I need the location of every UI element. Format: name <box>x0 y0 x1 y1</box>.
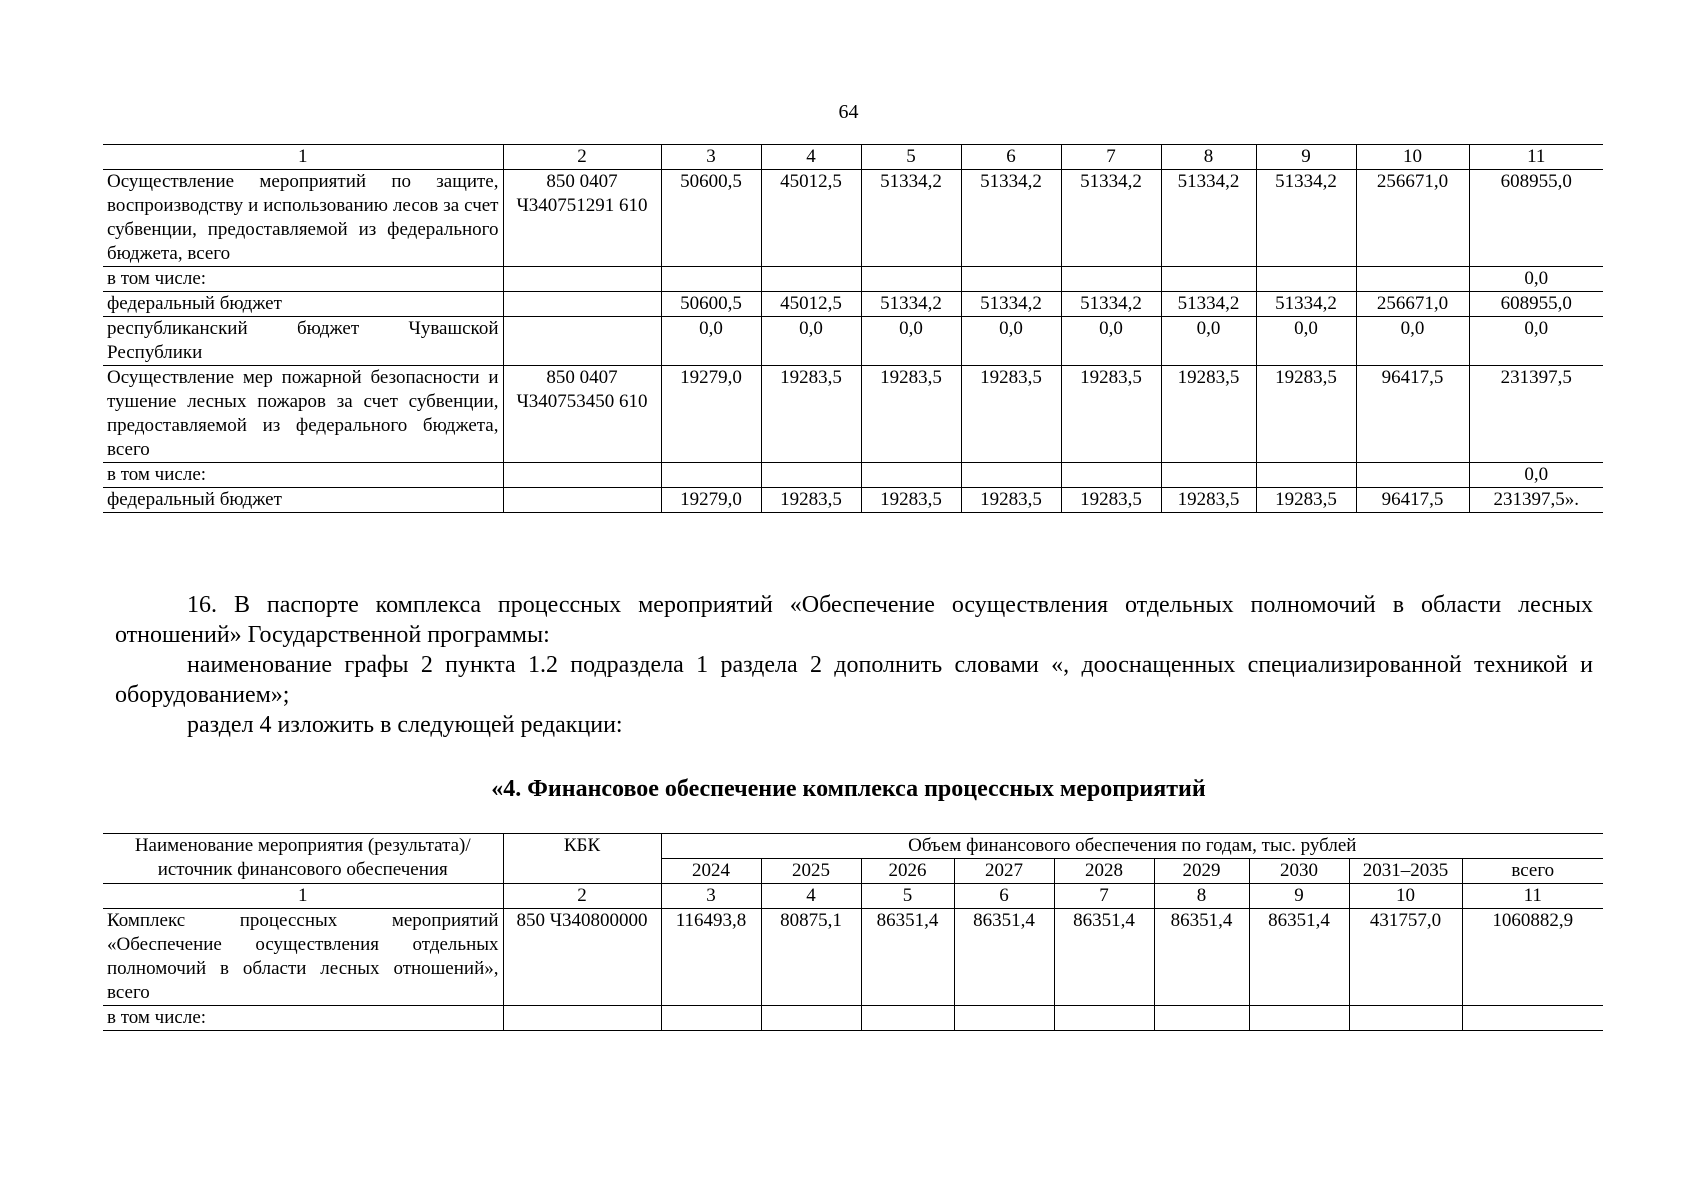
row-value: 51334,2 <box>1061 292 1161 317</box>
row-value <box>661 1006 761 1031</box>
year-header: всего <box>1462 859 1603 884</box>
row-value <box>761 1006 861 1031</box>
row-value: 19283,5 <box>1256 366 1356 463</box>
row-value: 50600,5 <box>661 170 761 267</box>
column-number: 3 <box>661 884 761 909</box>
row-value: 19283,5 <box>961 488 1061 513</box>
row-value: 51334,2 <box>1256 292 1356 317</box>
row-value: 256671,0 <box>1356 170 1469 267</box>
financing-table <box>103 833 1603 1031</box>
column-number: 4 <box>761 884 861 909</box>
row-name: в том числе: <box>103 1006 503 1031</box>
row-value: 608955,0 <box>1469 170 1603 267</box>
row-value: 96417,5 <box>1356 488 1469 513</box>
column-number: 5 <box>861 145 961 170</box>
row-value: 86351,4 <box>1154 909 1249 1006</box>
page-number: 64 <box>838 101 859 123</box>
row-value: 51334,2 <box>1161 292 1256 317</box>
row-value: 51334,2 <box>1256 170 1356 267</box>
column-number: 6 <box>954 884 1054 909</box>
row-value: 19283,5 <box>861 488 961 513</box>
column-number: 7 <box>1061 145 1161 170</box>
row-value: 0,0 <box>1469 267 1603 292</box>
column-number: 8 <box>1154 884 1249 909</box>
row-value: 80875,1 <box>761 909 861 1006</box>
row-kbk <box>503 1006 661 1031</box>
column-number: 4 <box>761 145 861 170</box>
column-numbers-row <box>103 884 1603 909</box>
row-value <box>861 267 961 292</box>
column-number: 6 <box>961 145 1061 170</box>
row-value <box>1061 463 1161 488</box>
row-value: 86351,4 <box>861 909 954 1006</box>
row-kbk <box>503 317 661 366</box>
row-value: 0,0 <box>961 317 1061 366</box>
column-number: 10 <box>1349 884 1462 909</box>
table-row <box>103 366 1603 463</box>
col-header-kbk: КБК <box>503 834 661 884</box>
row-value <box>954 1006 1054 1031</box>
column-number: 9 <box>1249 884 1349 909</box>
column-number: 2 <box>503 884 661 909</box>
row-value: 96417,5 <box>1356 366 1469 463</box>
table-row <box>103 267 1603 292</box>
row-value <box>961 463 1061 488</box>
row-name: Комплекс процессных мероприятий «Обеспечение осуществления отдельных полномочий в области лесных отношений», всего <box>103 909 503 1006</box>
row-value: 50600,5 <box>661 292 761 317</box>
row-name: в том числе: <box>103 267 503 292</box>
row-value <box>1349 1006 1462 1031</box>
row-value <box>1061 267 1161 292</box>
row-value: 86351,4 <box>1054 909 1154 1006</box>
row-value <box>1256 463 1356 488</box>
column-number: 5 <box>861 884 954 909</box>
column-number: 7 <box>1054 884 1154 909</box>
year-header: 2030 <box>1249 859 1349 884</box>
row-value: 51334,2 <box>861 292 961 317</box>
row-value: 256671,0 <box>1356 292 1469 317</box>
row-value: 19283,5 <box>1256 488 1356 513</box>
row-value: 51334,2 <box>861 170 961 267</box>
row-name: федеральный бюджет <box>103 292 503 317</box>
row-value: 51334,2 <box>961 292 1061 317</box>
column-number: 1 <box>103 884 503 909</box>
row-value: 0,0 <box>761 317 861 366</box>
row-kbk: 850 0407 Ч340753450 610 <box>503 366 661 463</box>
row-value: 45012,5 <box>761 170 861 267</box>
table-row <box>103 317 1603 366</box>
row-value: 0,0 <box>1469 317 1603 366</box>
col-header-volume: Объем финансового обеспечения по годам, тыс. рублей <box>661 834 1603 859</box>
row-name: Осуществление мер пожарной безопасности и тушение лесных пожаров за счет субвенции, предоставляемой из федерального бюджета, всего <box>103 366 503 463</box>
row-value <box>661 267 761 292</box>
row-name: федеральный бюджет <box>103 488 503 513</box>
paragraph-graph-2: наименование графы 2 пункта 1.2 подраздела 1 раздела 2 дополнить словами «, дооснащенных специализированной техникой и оборудованием»; <box>115 652 1593 708</box>
column-number: 11 <box>1469 145 1603 170</box>
row-value <box>1054 1006 1154 1031</box>
row-value: 19283,5 <box>1061 488 1161 513</box>
year-header: 2027 <box>954 859 1054 884</box>
row-kbk <box>503 463 661 488</box>
row-value: 0,0 <box>1256 317 1356 366</box>
table-row <box>103 1006 1603 1031</box>
table-row <box>103 292 1603 317</box>
row-kbk <box>503 267 661 292</box>
table2-body <box>103 909 1603 1031</box>
row-value: 19279,0 <box>661 488 761 513</box>
row-value: 19283,5 <box>761 366 861 463</box>
year-header: 2025 <box>761 859 861 884</box>
table-row <box>103 909 1603 1006</box>
row-value: 0,0 <box>1469 463 1603 488</box>
row-value: 116493,8 <box>661 909 761 1006</box>
row-value: 19283,5 <box>961 366 1061 463</box>
table-row <box>103 463 1603 488</box>
row-value <box>1356 463 1469 488</box>
row-value <box>961 267 1061 292</box>
row-value: 231397,5 <box>1469 366 1603 463</box>
row-value: 0,0 <box>661 317 761 366</box>
paragraph-section-4: раздел 4 изложить в следующей редакции: <box>187 712 623 738</box>
year-header: 2031–2035 <box>1349 859 1462 884</box>
row-kbk <box>503 488 661 513</box>
paragraph-16: 16. В паспорте комплекса процессных мероприятий «Обеспечение осуществления отдельных полномочий в области лесных отношений» Государственной программы: <box>115 592 1593 648</box>
row-value <box>1356 267 1469 292</box>
row-value <box>1154 1006 1249 1031</box>
row-value: 431757,0 <box>1349 909 1462 1006</box>
row-value: 51334,2 <box>1161 170 1256 267</box>
column-number: 3 <box>661 145 761 170</box>
table-row <box>103 488 1603 513</box>
col-header-name: Наименование мероприятия (результата)/источник финансового обеспечения <box>103 834 503 884</box>
row-value <box>1462 1006 1603 1031</box>
amendment-text <box>115 590 1593 740</box>
row-value: 231397,5». <box>1469 488 1603 513</box>
row-kbk: 850 Ч340800000 <box>503 909 661 1006</box>
row-value: 19283,5 <box>1061 366 1161 463</box>
financing-table-continued <box>103 144 1603 513</box>
column-number: 11 <box>1462 884 1603 909</box>
year-header: 2029 <box>1154 859 1249 884</box>
section-title: «4. Финансовое обеспечение комплекса процессных мероприятий <box>491 776 1206 802</box>
row-value: 86351,4 <box>1249 909 1349 1006</box>
column-number: 1 <box>103 145 503 170</box>
row-kbk: 850 0407 Ч340751291 610 <box>503 170 661 267</box>
column-number: 9 <box>1256 145 1356 170</box>
row-value <box>761 463 861 488</box>
row-value <box>1161 463 1256 488</box>
row-name: республиканский бюджет Чувашской Республики <box>103 317 503 366</box>
year-header: 2024 <box>661 859 761 884</box>
column-number: 10 <box>1356 145 1469 170</box>
row-value <box>1256 267 1356 292</box>
row-value: 1060882,9 <box>1462 909 1603 1006</box>
row-value <box>761 267 861 292</box>
row-value: 0,0 <box>1061 317 1161 366</box>
row-value: 19279,0 <box>661 366 761 463</box>
row-kbk <box>503 292 661 317</box>
row-value: 51334,2 <box>1061 170 1161 267</box>
row-value: 45012,5 <box>761 292 861 317</box>
row-value: 0,0 <box>1161 317 1256 366</box>
row-value <box>861 1006 954 1031</box>
row-value: 19283,5 <box>861 366 961 463</box>
row-value <box>861 463 961 488</box>
column-number: 2 <box>503 145 661 170</box>
table1-body <box>103 145 1603 513</box>
table-row <box>103 170 1603 267</box>
row-value: 86351,4 <box>954 909 1054 1006</box>
year-header: 2026 <box>861 859 954 884</box>
row-value: 19283,5 <box>1161 366 1256 463</box>
row-value <box>1249 1006 1349 1031</box>
row-name: Осуществление мероприятий по защите, воспроизводству и использованию лесов за счет субвенции, предоставляемой из федерального бюджета, всего <box>103 170 503 267</box>
row-value: 19283,5 <box>1161 488 1256 513</box>
row-value: 51334,2 <box>961 170 1061 267</box>
row-value: 608955,0 <box>1469 292 1603 317</box>
row-value <box>661 463 761 488</box>
column-number: 8 <box>1161 145 1256 170</box>
row-value: 0,0 <box>1356 317 1469 366</box>
row-value <box>1161 267 1256 292</box>
row-value: 0,0 <box>861 317 961 366</box>
row-name: в том числе: <box>103 463 503 488</box>
column-numbers-row <box>103 145 1603 170</box>
row-value: 19283,5 <box>761 488 861 513</box>
year-header: 2028 <box>1054 859 1154 884</box>
